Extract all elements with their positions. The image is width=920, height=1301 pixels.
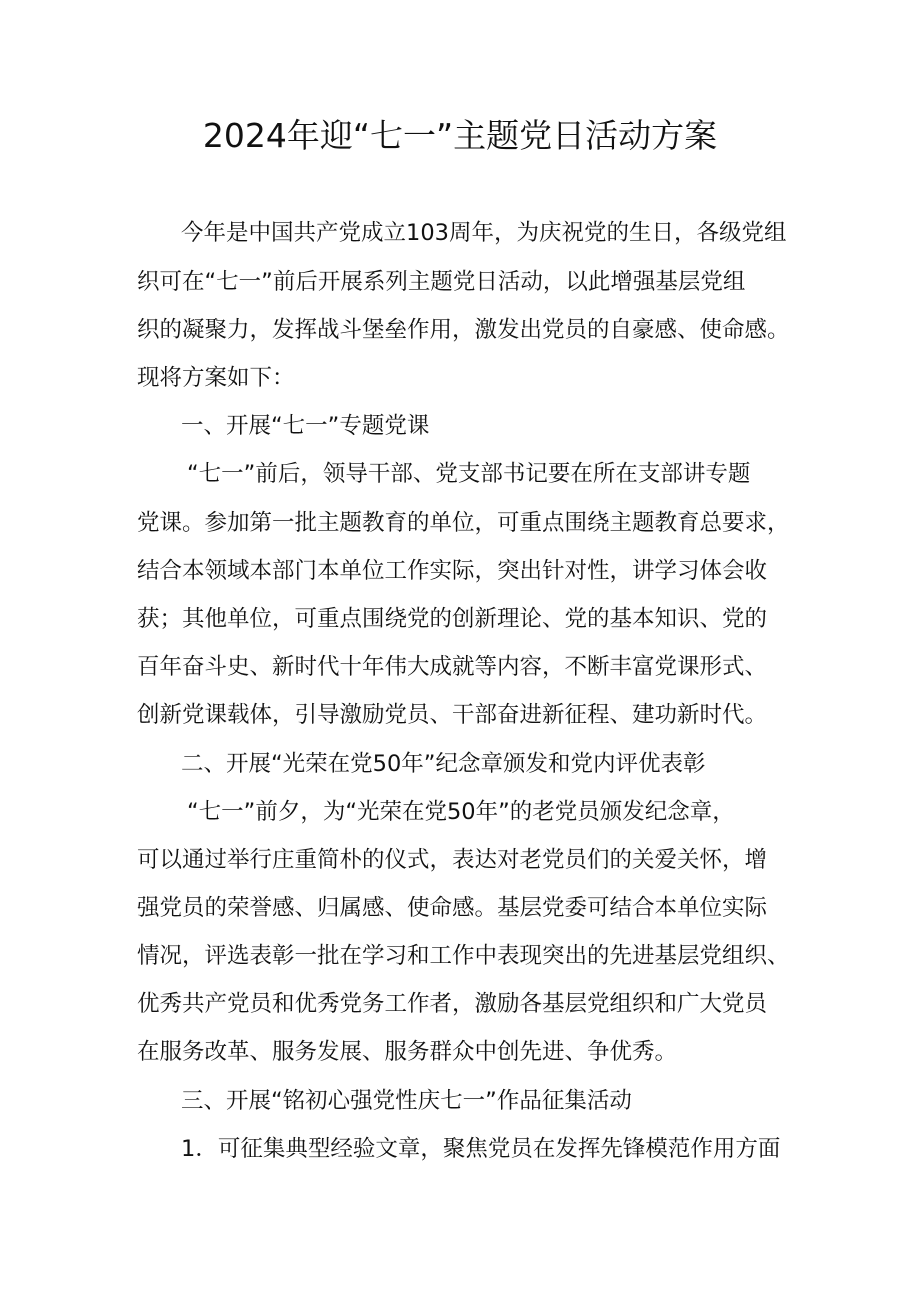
body-line: 创新党课载体，引导激励党员、干部奋进新征程、建功新时代。 [137, 702, 768, 728]
body-line: 结合本领域本部门本单位工作实际，突出针对性，讲学习体会收 [137, 558, 768, 584]
body-line: “七一”前后，领导干部、党支部书记要在所在支部讲专题 [187, 461, 751, 487]
body-line: 百年奋斗史、新时代十年伟大成就等内容，不断丰富党课形式、 [137, 654, 768, 680]
body-line: 现将方案如下： [137, 365, 295, 391]
body-line: 获；其他单位，可重点围绕党的创新理论、党的基本知识、党的 [137, 606, 768, 632]
body-line: 织可在“七一”前后开展系列主题党日活动，以此增强基层党组 [137, 269, 746, 295]
body-line: 在服务改革、服务发展、服务群众中创先进、争优秀。 [137, 1039, 678, 1065]
document-title: 2024年迎“七一”主题党日活动方案 [202, 116, 718, 155]
body-line: 今年是中国共产党成立103周年，为庆祝党的生日，各级党组 [181, 220, 787, 246]
section-heading: 二、开展“光荣在党50年”纪念章颁发和党内评优表彰 [181, 751, 706, 777]
section-heading: 三、开展“铭初心强党性庆七一”作品征集活动 [181, 1088, 632, 1114]
body-line: 1．可征集典型经验文章，聚焦党员在发挥先锋模范作用方面 [181, 1136, 781, 1162]
section-heading: 一、开展“七一”专题党课 [181, 413, 430, 439]
body-line: 党课。参加第一批主题教育的单位，可重点围绕主题教育总要求， [137, 510, 790, 536]
body-line: 情况，评选表彰一批在学习和工作中表现突出的先进基层党组织、 [137, 943, 790, 969]
body-line: 优秀共产党员和优秀党务工作者，激励各基层党组织和广大党员 [137, 991, 768, 1017]
body-line: 织的凝聚力，发挥战斗堡垒作用，激发出党员的自豪感、使命感。 [137, 317, 790, 343]
body-line: 可以通过举行庄重简朴的仪式，表达对老党员们的关爱关怀，增 [137, 847, 768, 873]
body-line: 强党员的荣誉感、归属感、使命感。基层党委可结合本单位实际 [137, 895, 768, 921]
body-line: “七一”前夕，为“光荣在党50年”的老党员颁发纪念章， [187, 799, 735, 825]
